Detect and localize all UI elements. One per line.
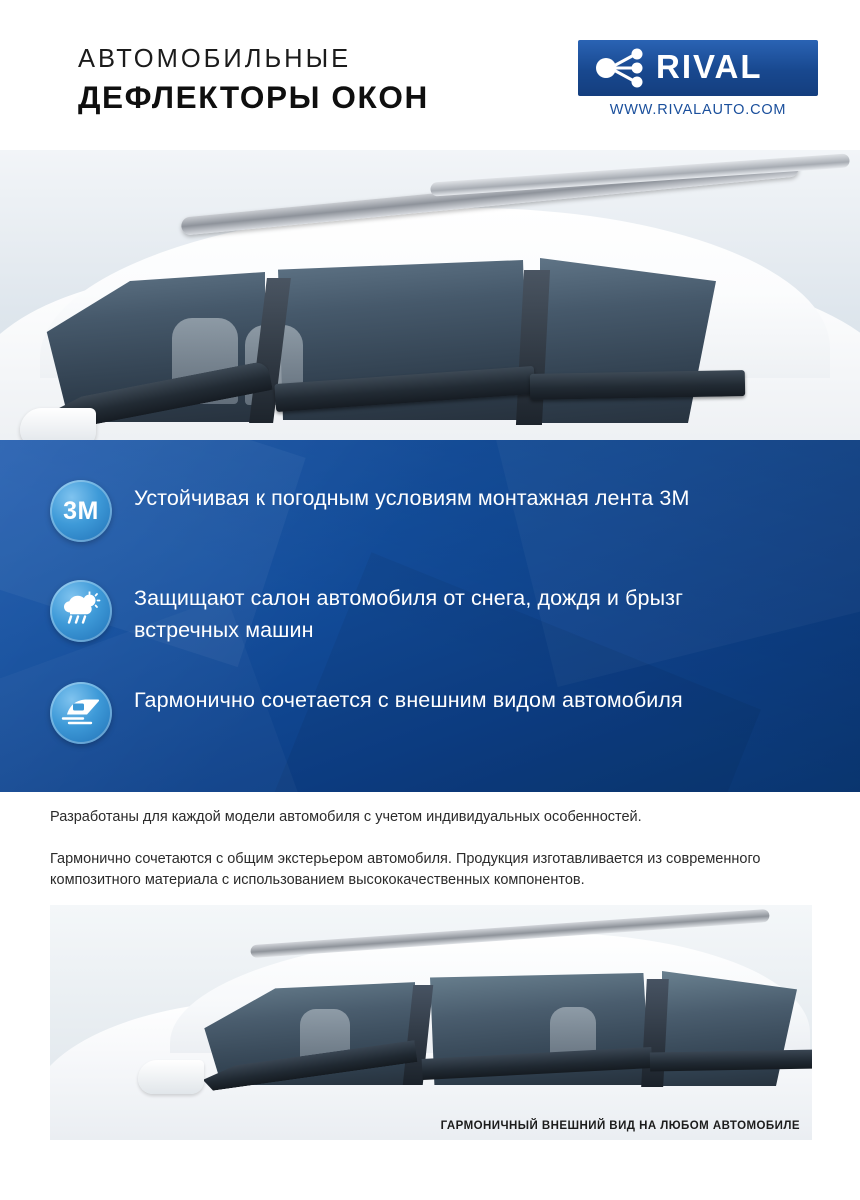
rival-molecule-icon bbox=[590, 47, 648, 89]
feature-text-1: Устойчивая к погодным условиям монтажная лента 3М bbox=[134, 486, 690, 510]
weather-glyph bbox=[61, 592, 101, 631]
logo-url-bar bbox=[578, 98, 818, 122]
title-line-primary: АВТОМОБИЛЬНЫЕ bbox=[78, 45, 352, 73]
feature-item-1 bbox=[50, 480, 820, 542]
logo-plate bbox=[578, 40, 818, 96]
logo-wordmark: RIVAL bbox=[656, 48, 763, 85]
description-paragraph-2: Гармонично сочетаются с общим экстерьером автомобиля. Продукция изготавливается из современного композитного материала с использованием высококачественных компонентов. bbox=[50, 851, 761, 888]
3m-icon-label: 3M bbox=[63, 496, 99, 525]
logo-url-text: WWW.RIVALAUTO.COM bbox=[609, 102, 787, 118]
3m-tape-icon bbox=[50, 480, 112, 542]
page-header bbox=[0, 0, 860, 150]
weather-cloud-sun-rain-icon bbox=[50, 580, 112, 642]
bottom-deflector-quarter bbox=[650, 1050, 812, 1072]
bottom-side-mirror bbox=[138, 1060, 204, 1094]
title-line-secondary: ДЕФЛЕКТОРЫ ОКОН bbox=[78, 79, 429, 115]
page-title bbox=[78, 44, 558, 117]
feature-item-3 bbox=[50, 682, 820, 744]
feature-item-2 bbox=[50, 580, 820, 646]
car-glyph bbox=[61, 696, 101, 731]
rival-logo bbox=[578, 40, 818, 122]
car-aerodynamics-icon bbox=[50, 682, 112, 744]
features-panel bbox=[0, 440, 860, 792]
feature-text-2: Защищают салон автомобиля от снега, дождя и брызг встречных машин bbox=[134, 586, 684, 642]
hero-photo-car-with-deflectors bbox=[0, 150, 860, 440]
hero-deflector-quarter bbox=[530, 370, 745, 400]
bottom-photo-caption: ГАРМОНИЧНЫЙ ВНЕШНИЙ ВИД НА ЛЮБОМ АВТОМОБИЛЕ bbox=[440, 1120, 800, 1132]
bottom-photo-car-side-view bbox=[50, 905, 812, 1140]
description-paragraph-1: Разработаны для каждой модели автомобиля с учетом индивидуальных особенностей. bbox=[50, 809, 642, 825]
feature-text-3: Гармонично сочетается с внешним видом автомобиля bbox=[134, 688, 683, 712]
hero-side-mirror bbox=[20, 408, 96, 440]
